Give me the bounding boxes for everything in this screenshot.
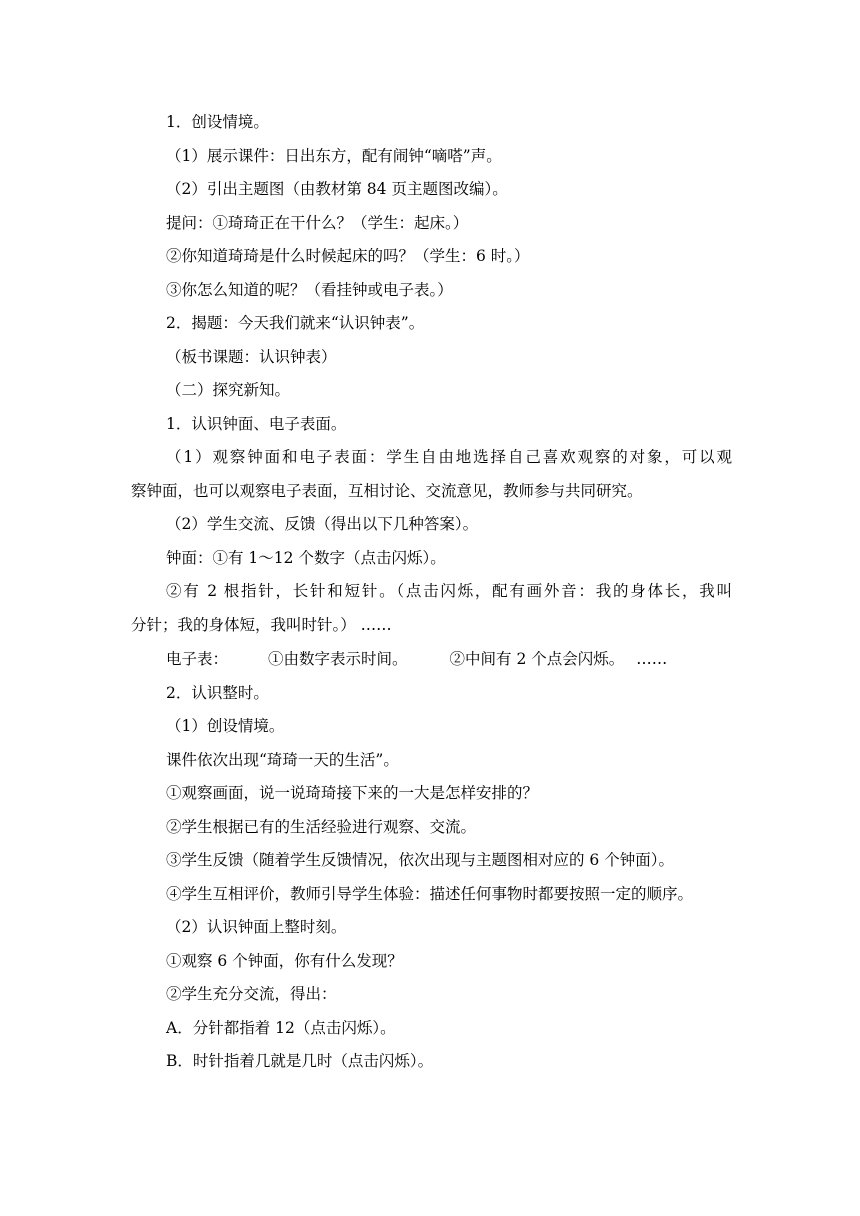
electronic-watch-line: [166, 649, 667, 669]
text-line: （二）探究新知。: [166, 381, 291, 399]
text-line: ①观察 6 个钟面，你有什么发现？: [166, 952, 403, 970]
text-line: ③你怎么知道的呢？（看挂钟或电子表。）: [166, 281, 453, 299]
electronic-watch-ellipsis: ……: [636, 650, 668, 668]
text-line: ③学生反馈（随着学生反馈情况，依次出现与主题图相对应的 6 个钟面）。: [166, 851, 674, 869]
text-line: 2．认识整时。: [166, 684, 269, 702]
text-line: ④学生互相评价，教师引导学生体验：描述任何事物时都要按照一定的顺序。: [166, 885, 694, 903]
text-line: ②学生根据已有的生活经验进行观察、交流。: [166, 818, 477, 836]
electronic-watch-item-2: ②中间有 2 个点会闪烁。: [449, 650, 625, 668]
text-line: 提问：①琦琦正在干什么？（学生：起床。）: [166, 214, 469, 232]
text-line: 分针；我的身体短，我叫时针。） ……: [131, 616, 392, 634]
text-line: （1）观察钟面和电子表面：学生自由地选择自己喜欢观察的对象，可以观: [166, 448, 732, 466]
text-line: 1．认识钟面、电子表面。: [166, 415, 347, 433]
text-line: ②有 2 根指针，长针和短针。（点击闪烁，配有画外音：我的身体长，我叫: [166, 582, 732, 600]
text-line: （2）认识钟面上整时刻。: [166, 918, 347, 936]
text-line: （1）展示课件：日出东方，配有闹钟“嘀嗒”声。: [166, 147, 502, 165]
text-line: ①观察画面，说一说琦琦接下来的一大是怎样安排的？: [166, 784, 539, 802]
text-line: （2）引出主题图（由教材第 84 页主题图改编）。: [166, 180, 508, 198]
text-line: ②学生充分交流，得出：: [166, 985, 337, 1003]
text-line: 1．创设情境。: [166, 113, 269, 131]
text-line: A．分针都指着 12（点击闪烁）。: [166, 1019, 396, 1037]
text-line: （2）学生交流、反馈（得出以下几种答案）。: [166, 515, 479, 533]
text-line: （板书课题：认识钟表）: [166, 348, 337, 366]
text-line: B．时针指着几就是几时（点击闪烁）。: [166, 1052, 434, 1070]
text-line: ②你知道琦琦是什么时候起床的吗？（学生：6 时。）: [166, 247, 530, 265]
text-line: 2．揭题：今天我们就来“认识钟表”。: [166, 314, 425, 332]
text-line: 察钟面，也可以观察电子表面，互相讨论、交流意见，教师参与共同研究。: [131, 482, 643, 500]
electronic-watch-label: 电子表：: [166, 650, 229, 668]
electronic-watch-item-1: ①由数字表示时间。: [268, 650, 408, 668]
text-line: （1）创设情境。: [166, 717, 285, 735]
text-line: 课件依次出现“琦琦一天的生活”。: [166, 751, 399, 769]
text-line: 钟面：①有 1～12 个数字（点击闪烁）。: [166, 549, 446, 567]
